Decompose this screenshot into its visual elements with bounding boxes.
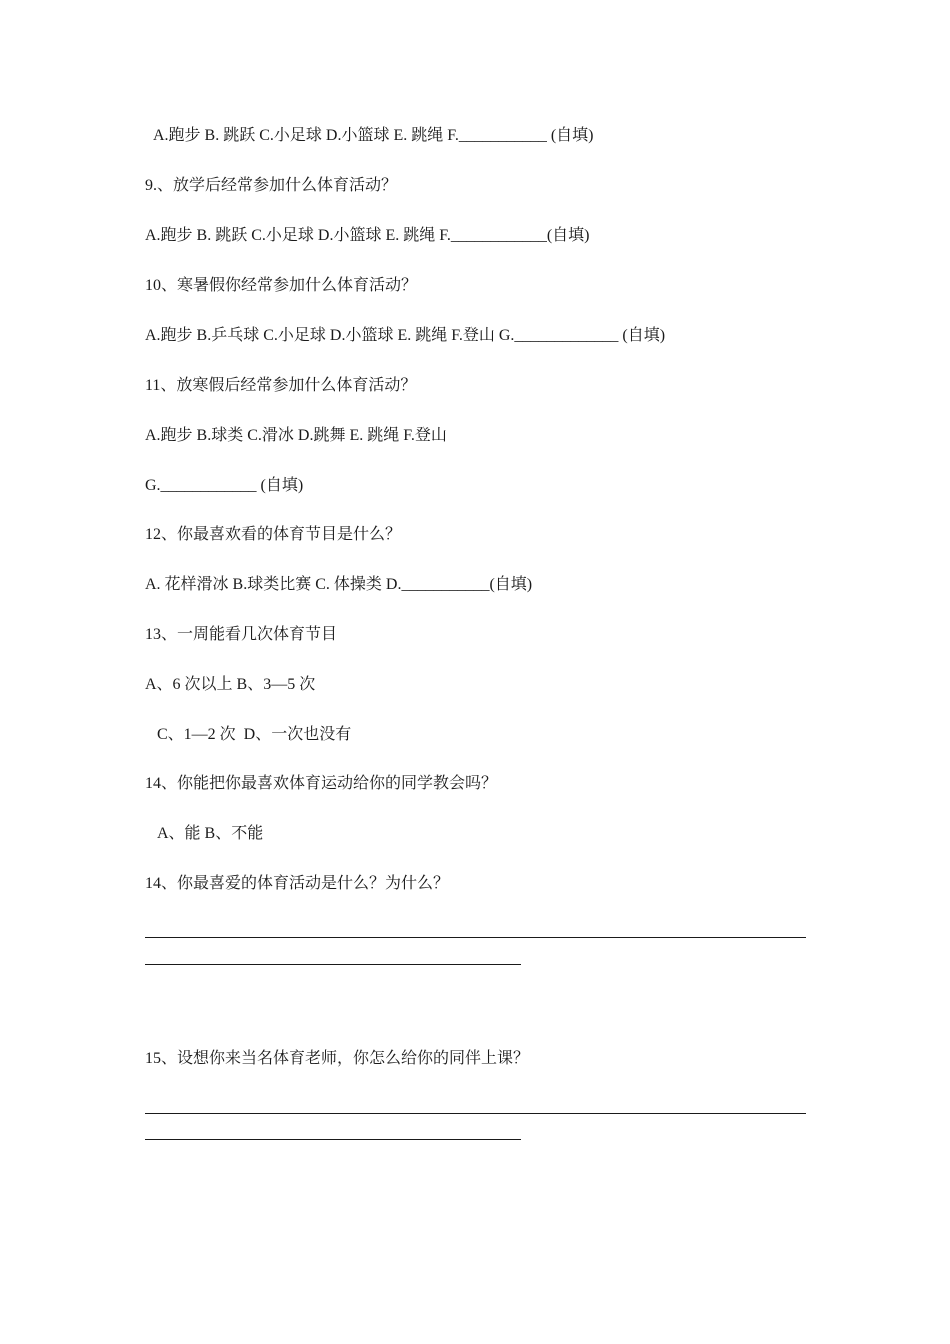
answer-line bbox=[145, 1113, 806, 1114]
q14-question: 14、你能把你最喜欢体育运动给你的同学教会吗？ bbox=[145, 775, 498, 792]
q9-question: 9.、放学后经常参加什么体育活动？ bbox=[145, 177, 398, 194]
answer-line bbox=[145, 1139, 521, 1140]
q10-options: A.跑步 B.乒乓球 C.小足球 D.小篮球 E. 跳绳 F.登山 G._____________ (自填) bbox=[145, 327, 666, 344]
q11-question: 11、放寒假后经常参加什么体育活动？ bbox=[145, 377, 417, 394]
answer-line bbox=[145, 937, 806, 938]
q10-question: 10、寒暑假你经常参加什么体育活动？ bbox=[145, 277, 418, 294]
q13-options-cd: C、1—2 次 D、一次也没有 bbox=[157, 726, 352, 743]
q13-options-ab: A、6 次以上 B、3—5 次 bbox=[145, 676, 316, 693]
q9-options: A.跑步 B. 跳跃 C.小足球 D.小篮球 E. 跳绳 F.____________(自填) bbox=[145, 227, 590, 244]
q12-question: 12、你最喜欢看的体育节目是什么？ bbox=[145, 526, 402, 543]
q13-question: 13、一周能看几次体育节目 bbox=[145, 626, 338, 643]
q14b-question: 14、你最喜爱的体育活动是什么？为什么？ bbox=[145, 875, 450, 892]
q12-options: A. 花样滑冰 B.球类比赛 C. 体操类 D.___________(自填) bbox=[145, 576, 533, 593]
q15-question: 15、设想你来当名体育老师，你怎么给你的同伴上课？ bbox=[145, 1050, 530, 1067]
q11-option-g: G.____________ (自填) bbox=[145, 477, 304, 494]
answer-line bbox=[145, 964, 521, 965]
q8-options: A.跑步 B. 跳跃 C.小足球 D.小篮球 E. 跳绳 F.___________ (自填) bbox=[153, 127, 594, 144]
q14-options: A、能 B、不能 bbox=[157, 825, 264, 842]
q11-options: A.跑步 B.球类 C.滑冰 D.跳舞 E. 跳绳 F.登山 bbox=[145, 427, 447, 444]
